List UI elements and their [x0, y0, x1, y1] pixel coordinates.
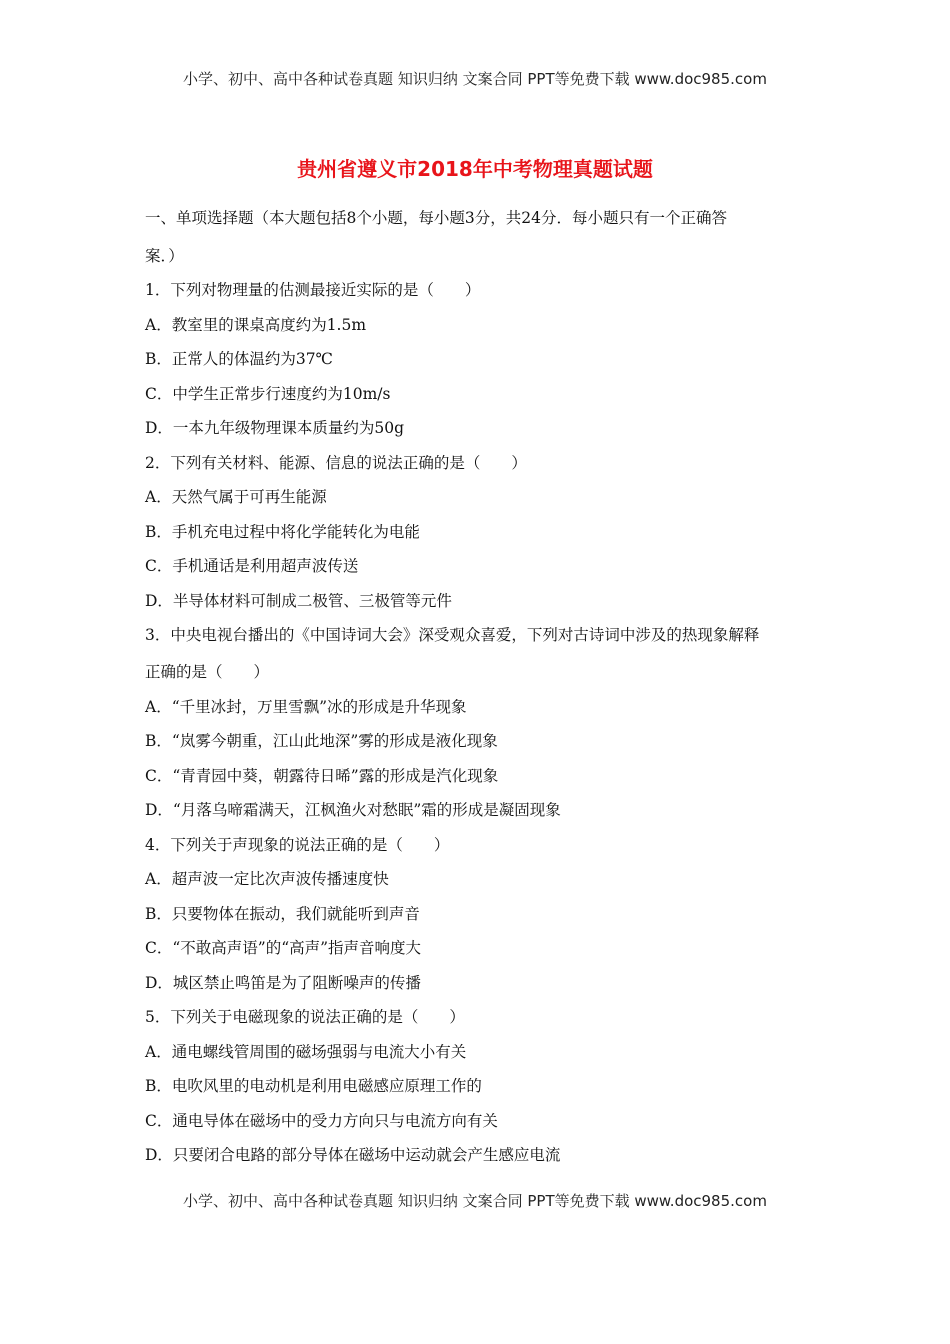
question-3-option-c: C．“青青园中葵，朝露待日晞”露的形成是汽化现象	[145, 767, 499, 785]
question-1-option-a: A．教室里的课桌高度约为1.5m	[145, 316, 367, 334]
question-4-option-a: A．超声波一定比次声波传播速度快	[145, 870, 389, 888]
question-3-option-a: A．“千里冰封，万里雪飘”冰的形成是升华现象	[145, 698, 467, 716]
question-3-stem: 3．中央电视台播出的《中国诗词大会》深受观众喜爱，下列对古诗词中涉及的热现象解释	[145, 626, 760, 644]
question-5-option-d: D．只要闭合电路的部分导体在磁场中运动就会产生感应电流	[145, 1146, 561, 1164]
question-5-option-a: A．通电螺线管周围的磁场强弱与电流大小有关	[145, 1043, 467, 1061]
question-3-stem-continued: 正确的是（ ）	[145, 663, 270, 681]
page-header: 小学、初中、高中各种试卷真题 知识归纳 文案合同 PPT等免费下载 www.doc985.com	[183, 70, 767, 88]
section-heading-continued: 案．）	[145, 247, 184, 265]
document-title: 贵州省遵义市2018年中考物理真题试题	[297, 157, 653, 181]
question-4-option-b: B．只要物体在振动，我们就能听到声音	[145, 905, 420, 923]
question-5-stem: 5．下列关于电磁现象的说法正确的是（ ）	[145, 1008, 465, 1026]
question-4-option-d: D．城区禁止鸣笛是为了阻断噪声的传播	[145, 974, 421, 992]
question-2-option-a: A．天然气属于可再生能源	[145, 488, 327, 506]
section-heading: 一、单项选择题（本大题包括8个小题，每小题3分，共24分．每小题只有一个正确答	[145, 209, 727, 227]
question-1-option-c: C．中学生正常步行速度约为10m/s	[145, 385, 391, 403]
question-5-option-c: C．通电导体在磁场中的受力方向只与电流方向有关	[145, 1112, 498, 1130]
page-footer: 小学、初中、高中各种试卷真题 知识归纳 文案合同 PPT等免费下载 www.doc985.com	[183, 1192, 767, 1210]
question-2-stem: 2．下列有关材料、能源、信息的说法正确的是（ ）	[145, 454, 527, 472]
question-5-option-b: B．电吹风里的电动机是利用电磁感应原理工作的	[145, 1077, 482, 1095]
question-4-option-c: C．“不敢高声语”的“高声”指声音响度大	[145, 939, 422, 957]
question-2-option-c: C．手机通话是利用超声波传送	[145, 557, 359, 575]
question-1-option-b: B．正常人的体温约为37℃	[145, 350, 333, 368]
question-3-option-d: D．“月落乌啼霜满天，江枫渔火对愁眠”霜的形成是凝固现象	[145, 801, 561, 819]
question-1-option-d: D．一本九年级物理课本质量约为50g	[145, 419, 405, 437]
question-2-option-b: B．手机充电过程中将化学能转化为电能	[145, 523, 420, 541]
question-1-stem: 1．下列对物理量的估测最接近实际的是（ ）	[145, 281, 481, 299]
question-2-option-d: D．半导体材料可制成二极管、三极管等元件	[145, 592, 452, 610]
question-3-option-b: B．“岚雾今朝重，江山此地深”雾的形成是液化现象	[145, 732, 498, 750]
question-4-stem: 4．下列关于声现象的说法正确的是（ ）	[145, 836, 450, 854]
